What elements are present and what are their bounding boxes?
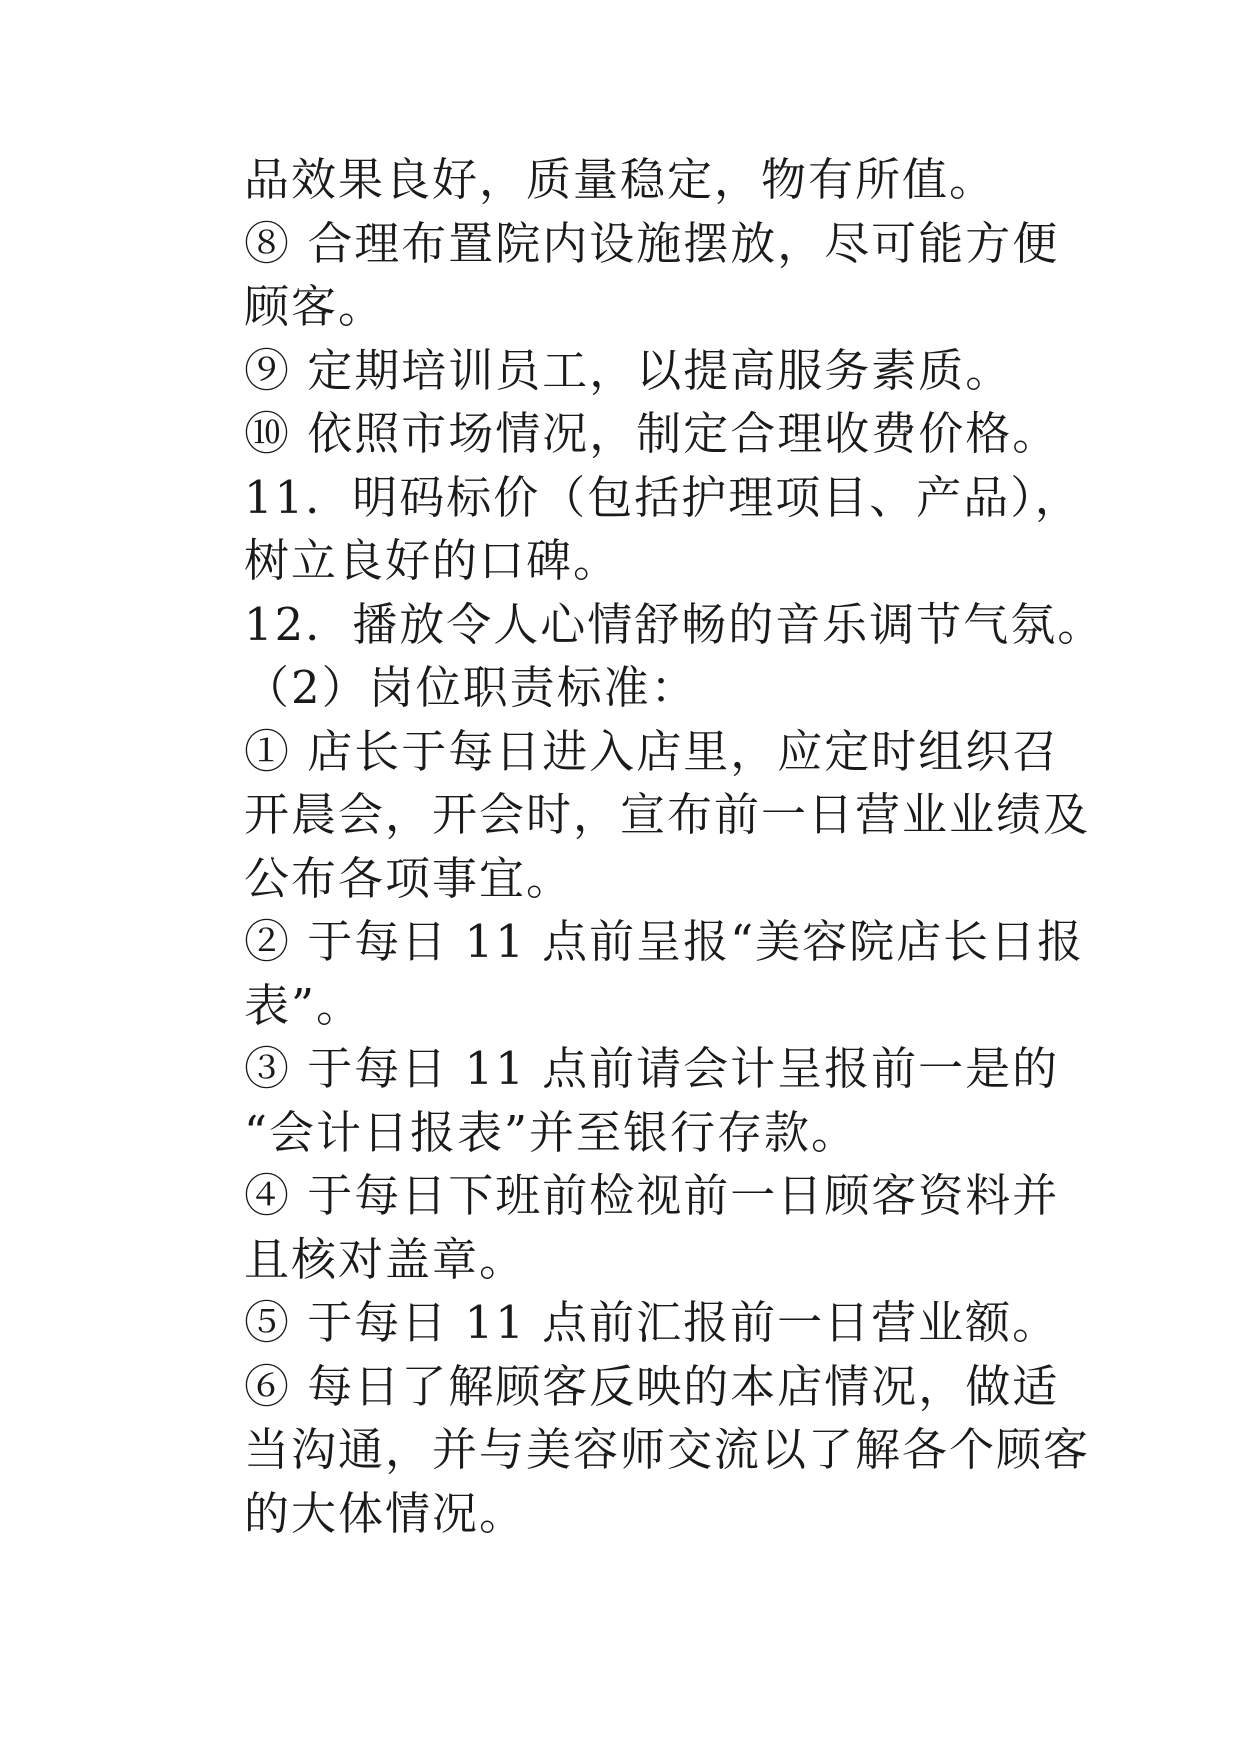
text-line: 顾客。 <box>244 280 386 333</box>
text-line: 树立良好的口碑。 <box>244 534 621 587</box>
text-line: ① 店长于每日进入店里，应定时组织召 <box>244 724 1060 778</box>
text-line: 公布各项事宜。 <box>244 851 574 905</box>
text-line: ② 于每日 11 点前呈报“美容院店长日报 <box>244 915 1085 968</box>
text-line: 12．播放令人心情舒畅的音乐调节气氛。 <box>244 597 1105 651</box>
text-line: ⑤ 于每日 11 点前汇报前一日营业额。 <box>244 1296 1060 1349</box>
text-line: “会计日报表”并至银行存款。 <box>244 1105 859 1159</box>
document-body <box>244 148 1105 1545</box>
text-line: 11．明码标价（包括护理项目、产品）， <box>244 470 1082 524</box>
section-heading: （2）岗位职责标准： <box>244 661 698 714</box>
text-line: 当沟通，并与美容师交流以了解各个顾客 <box>244 1423 1091 1476</box>
text-line: 开晨会，开会时，宣布前一日营业业绩及 <box>244 788 1091 841</box>
text-line: ⑩ 依照市场情况，制定合理收费价格。 <box>244 407 1060 460</box>
text-line: 且核对盖章。 <box>244 1232 527 1286</box>
text-line: 表”。 <box>244 978 364 1032</box>
text-line: 的大体情况。 <box>244 1486 527 1540</box>
text-line: ⑥ 每日了解顾客反映的本店情况，做适 <box>244 1359 1060 1413</box>
text-line: ⑧ 合理布置院内设施摆放，尽可能方便 <box>244 216 1060 270</box>
text-line: ⑨ 定期培训员工，以提高服务素质。 <box>244 343 1013 397</box>
text-line: ③ 于每日 11 点前请会计呈报前一是的 <box>244 1042 1060 1095</box>
text-line: 品效果良好，质量稳定，物有所值。 <box>244 153 997 206</box>
text-line: ④ 于每日下班前检视前一日顾客资料并 <box>244 1169 1060 1222</box>
